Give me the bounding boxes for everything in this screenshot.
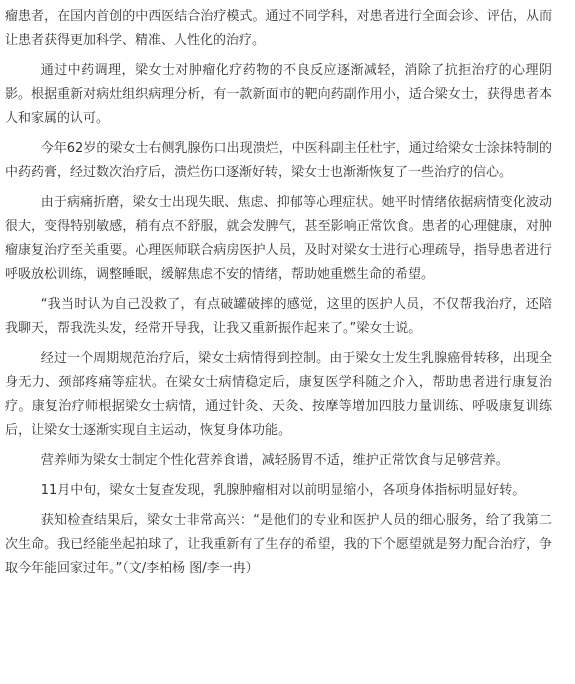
article-paragraph: 营养师为梁女士制定个性化营养食谱，减轻肠胃不适，维护正常饮食与足够营养。 [40, 453, 509, 468]
article-paragraph: 瘤患者，在国内首创的中西医结合治疗模式。通过不同学科，对患者进行全面会诊、评估，从而让患者获得更加科学、精准、人性化的治疗。 [5, 9, 552, 48]
article-paragraph: 通过中药调理，梁女士对肿瘤化疗药物的不良反应逐渐减轻，消除了抗拒治疗的心理阴影。根据重新对病灶组织病理分析，有一款新面市的靶向药副作用小，适合梁女士，获得患者本人和家属的认可。 [5, 63, 552, 126]
article-closing-paragraph: 获知检查结果后，梁女士非常高兴：“是他们的专业和医护人员的细心服务，给了我第二次生命。我已经能坐起拍球了，让我重新有了生存的希望，我的下个愿望就是努力配合治疗，争取今年能回家过年。”（文/李柏杨 图/李一冉） [5, 513, 552, 576]
article-quote-paragraph: “我当时认为自己没救了，有点破罐破摔的感觉，这里的医护人员，不仅帮我治疗，还陪我聊天，帮我洗头发，经常开导我，让我又重新振作起来了。”梁女士说。 [5, 297, 552, 336]
article-paragraph: 经过一个周期规范治疗后，梁女士病情得到控制。由于梁女士发生乳腺癌骨转移，出现全身无力、颈部疼痛等症状。在梁女士病情稳定后，康复医学科随之介入，帮助患者进行康复治疗。康复治疗师根据梁女士病情，通过针灸、天灸、按摩等增加四肢力量训练、呼吸康复训练后，让梁女士逐渐实现自主运动，恢复身体功能。 [5, 351, 552, 438]
article-paragraph: 11月中旬，梁女士复查发现，乳腺肿瘤相对以前明显缩小，各项身体指标明显好转。 [40, 483, 526, 498]
article-paragraph: 今年62岁的梁女士右侧乳腺伤口出现溃烂，中医科副主任杜宇，通过给梁女士涂抹特制的中药药膏，经过数次治疗后，溃烂伤口逐渐好转，梁女士也渐渐恢复了一些治疗的信心。 [5, 141, 552, 180]
article-paragraph: 由于病痛折磨，梁女士出现失眠、焦虑、抑郁等心理症状。她平时情绪依据病情变化波动很大，变得特别敏感，稍有点不舒服，就会发脾气，甚至影响正常饮食。患者的心理健康，对肿瘤康复治疗至关重要。心理医师联合病房医护人员，及时对梁女士进行心理疏导，指导患者进行呼吸放松训练，调整睡眠，缓解焦虑不安的情绪，帮助她重燃生命的希望。 [5, 195, 552, 282]
